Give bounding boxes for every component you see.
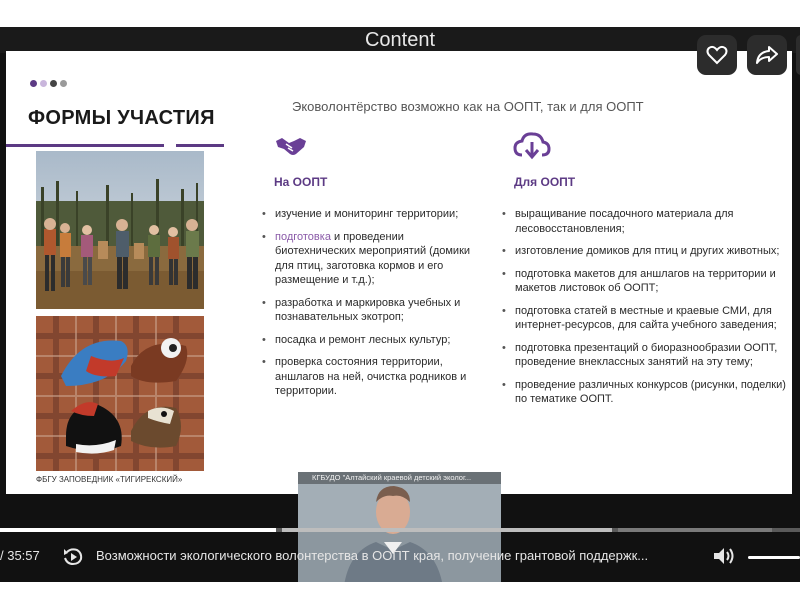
- dot: [40, 80, 47, 87]
- slide-dots: [30, 80, 67, 87]
- heading-underline-short: [176, 144, 224, 147]
- list-item-text: проведении биотехнических мероприятий (домики для птиц, заготовка кормов и его размещение и т.д.);: [275, 230, 471, 286]
- heading-underline: [6, 144, 164, 147]
- col-title-na-oopt: На ООПТ: [274, 175, 328, 189]
- video-player[interactable]: [0, 27, 800, 582]
- volume-icon: [712, 546, 736, 566]
- more-button-partial[interactable]: [796, 35, 800, 75]
- list-item: • выращивание посадочного материала для лесовосстановления;: [501, 207, 786, 236]
- list-item: • изучение и мониторинг территории;: [261, 207, 473, 222]
- volume-button[interactable]: [712, 546, 736, 571]
- list-item: • подготовка статей в местные и краевые СМИ, для интернет-ресурсов, для сайта учебного заведения;: [501, 304, 786, 333]
- list-item: [261, 230, 473, 288]
- progress-played: [0, 528, 276, 532]
- list-na-oopt: [261, 207, 473, 407]
- presentation-slide: [6, 51, 792, 494]
- volume-slider[interactable]: [748, 556, 800, 559]
- list-dlya-oopt: [501, 207, 786, 415]
- autoplay-button[interactable]: [62, 545, 84, 572]
- speaker-video-thumbnail[interactable]: [298, 472, 501, 582]
- bottom-margin: [0, 582, 800, 600]
- handshake-icon: [274, 135, 308, 162]
- thumbnail-title: КГБУДО "Алтайский краевой детский эколог...: [298, 472, 501, 484]
- photo-bird-crafts: [36, 316, 204, 471]
- progress-segment: [618, 528, 772, 532]
- slide-subtitle: Эковолонтёрство возможно как на ООПТ, так и для ООПТ: [292, 99, 644, 114]
- player-top-title: Content: [0, 27, 800, 53]
- list-item: • разработка и маркировка учебных и познавательных экотроп;: [261, 296, 473, 325]
- dot: [60, 80, 67, 87]
- video-title[interactable]: Возможности экологического волонтерства в ООПТ края, получение грантовой поддержк...: [96, 548, 649, 563]
- replay-icon: [62, 545, 84, 567]
- list-item: • посадка и ремонт лесных культур;: [261, 333, 473, 348]
- cloud-download-icon: [513, 131, 551, 166]
- share-icon: [755, 45, 779, 65]
- time-display: / 35:57: [0, 548, 40, 563]
- slide-heading: ФОРМЫ УЧАСТИЯ: [28, 107, 215, 129]
- share-button[interactable]: [747, 35, 787, 75]
- list-item: • подготовка презентаций о биоразнообразии ООПТ, проведение внеклассных занятий на эту тему;: [501, 341, 786, 370]
- list-item: • проведение различных конкурсов (рисунки, поделки) по тематике ООПТ.: [501, 378, 786, 407]
- photo-caption: ФБГУ ЗАПОВЕДНИК «ТИГИРЕКСКИЙ»: [36, 475, 183, 484]
- like-button[interactable]: [697, 35, 737, 75]
- highlight-join: и: [330, 230, 344, 243]
- dot: [30, 80, 37, 87]
- list-item: • подготовка макетов для аншлагов на территории и макетов листовок об ООПТ;: [501, 267, 786, 296]
- heart-icon: [706, 45, 728, 65]
- list-item: • проверка состояния территории, аншлагов на ней, очистка родников и территории.: [261, 355, 473, 399]
- highlight-word: подготовка: [275, 230, 331, 243]
- dot: [50, 80, 57, 87]
- list-item: • изготовление домиков для птиц и других животных;: [501, 244, 786, 259]
- col-title-dlya-oopt: Для ООПТ: [514, 175, 576, 189]
- photo-volunteers: [36, 151, 204, 309]
- top-margin: [0, 0, 800, 27]
- progress-buffered: [282, 528, 612, 532]
